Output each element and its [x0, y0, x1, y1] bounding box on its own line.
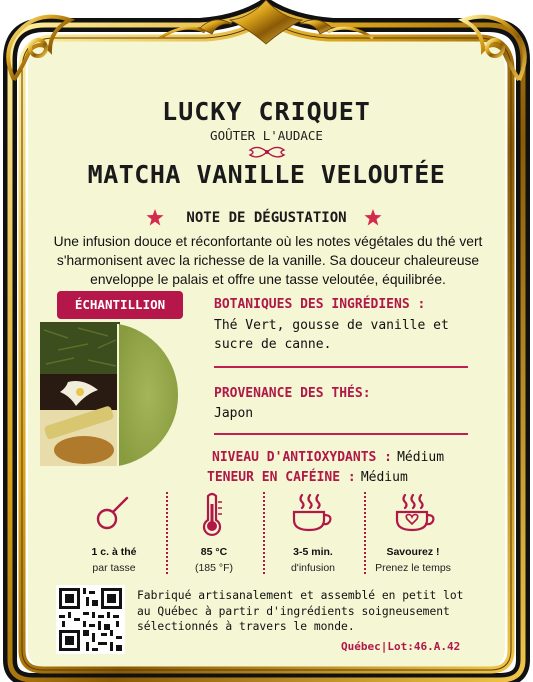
caffeine-value: Médium — [360, 470, 408, 485]
qr-code — [56, 585, 125, 654]
tasting-title: NOTE DE DÉGUSTATION — [186, 210, 347, 226]
ingredients-value: Thé Vert, gousse de vanille et sucre de canne. — [214, 318, 449, 352]
origin-label: PROVENANCE DES THÉS: — [214, 386, 371, 401]
thermometer-icon — [197, 492, 227, 538]
flourish-divider — [246, 144, 288, 160]
origin-value: Japon — [214, 406, 254, 421]
tasting-description: Une infusion douce et réconfortante où les notes végétales du thé vert s'harmonisent avec la richesse de la vanille. Sa douceur chaleureuse enveloppe le palais et offre une tasse veloutée, équilibrée. — [53, 234, 483, 287]
separator — [364, 492, 366, 574]
brand-name: LUCKY CRIQUET — [162, 97, 371, 126]
spoon-icon — [93, 494, 133, 534]
steaming-cup-icon — [290, 492, 334, 534]
antioxidants-row — [212, 446, 444, 467]
dose-sub: par tasse — [92, 562, 136, 574]
dose-label: 1 c. à thé — [91, 546, 137, 558]
steep-time-label: 3-5 min. — [293, 546, 333, 558]
divider — [214, 366, 468, 368]
sample-badge: ÉCHANTILLION — [57, 291, 183, 319]
ingredients-label: BOTANIQUES DES INGRÉDIENS : — [214, 297, 426, 312]
temperature-sub: (185 °F) — [194, 562, 234, 574]
ingredients-image — [38, 320, 198, 470]
product-name: MATCHA VANILLE VELOUTÉE — [87, 160, 446, 189]
caffeine-row — [207, 466, 408, 487]
divider — [214, 433, 468, 435]
separator — [263, 492, 265, 574]
enjoy-label: Savourez ! — [386, 546, 440, 558]
brand-slogan: GOÛTER L'AUDACE — [210, 128, 323, 143]
enjoy-sub: Prenez le temps — [375, 562, 451, 574]
temperature-label: 85 °C — [200, 546, 228, 558]
separator — [166, 492, 168, 574]
footer-text: Fabriqué artisanalement et assemblé en petit lot au Québec à partir d'ingrédients soigneusement sélectionnés à travers le monde. — [137, 589, 464, 633]
caffeine-label: TENEUR EN CAFÉINE : — [207, 470, 356, 485]
heart-cup-icon — [393, 492, 437, 534]
lot-number: Québec|Lot:46.A.42 — [341, 640, 461, 653]
antioxidants-label: NIVEAU D'ANTIOXYDANTS : — [212, 450, 393, 465]
antioxidants-value: Médium — [397, 450, 445, 465]
steep-time-sub: d'infusion — [290, 562, 336, 574]
star-icon — [364, 209, 382, 226]
